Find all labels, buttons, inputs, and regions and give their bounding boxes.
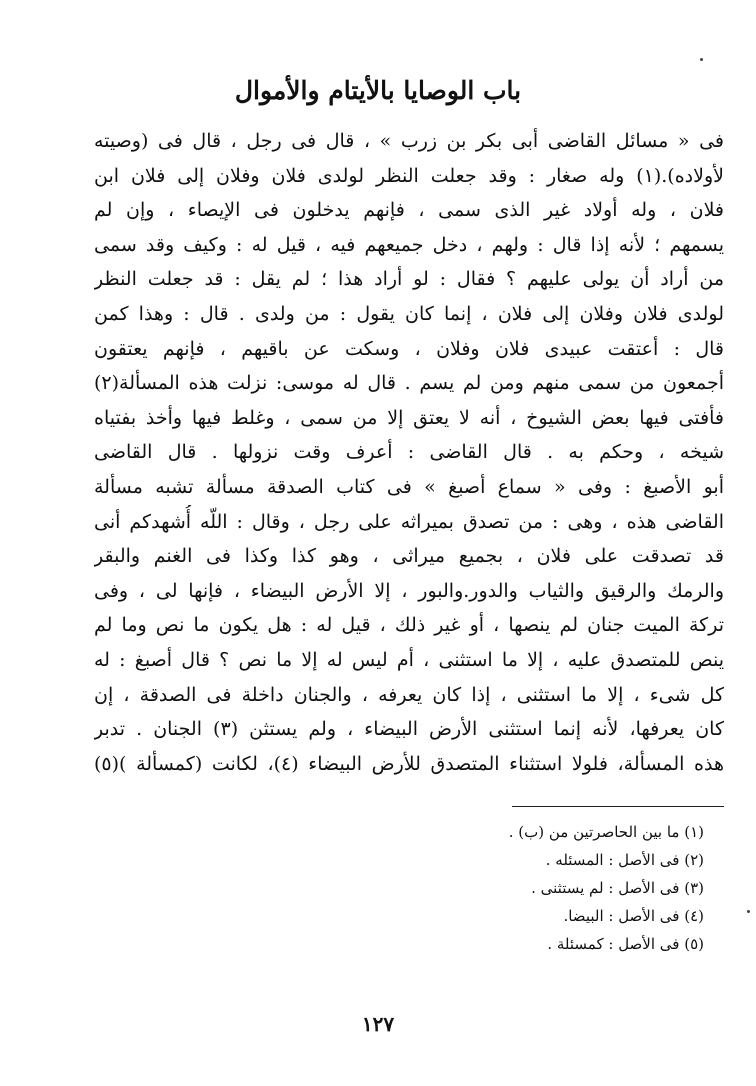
text-line: تركة الميت جنان لم ينصها ، أو غير ذلك ، قيل له : هل يكون ما نص وما لم xyxy=(94,614,724,637)
text-line: فلان ، وله أولاد غير الذى سمى ، فإنهم يدخلون فى الإيصاء ، وإن لم xyxy=(94,199,724,222)
footnote: (٢) فى الأصل : المسئله . xyxy=(545,851,704,869)
scan-speck xyxy=(747,910,750,913)
text-line: شيخه ، وحكم به . قال القاضى : أعرف وقت نزولها . قال القاضى xyxy=(94,441,724,464)
text-line: فأفتى فيها بعض الشيوخ ، أنه لا يعتق إلا من سمى ، وغلط فيها وأخذ بفتياه xyxy=(94,406,724,429)
text-line: من أراد أن يولى عليهم ؟ فقال : لو أراد هذا ؛ لم يقل : قد جعلت النظر xyxy=(94,268,724,291)
text-line: ينص للمتصدق عليه ، إلا ما استثنى ، أم ليس له إلا ما نص ؟ قال أصبغ : له xyxy=(94,648,724,671)
text-line: فى « مسائل القاضى أبى بكر بن زرب » ، قال فى رجل ، قال فى (وصيته xyxy=(94,130,724,152)
page-number: ١٢٧ xyxy=(361,1012,395,1036)
footnote-divider xyxy=(512,806,724,807)
text-line: قد تصدقت على فلان ، بجميع ميراثى ، وهو كذا وكذا فى الغنم والبقر xyxy=(94,545,724,568)
main-text xyxy=(94,124,724,781)
text-line: هذه المسألة، فلولا استثناء المتصدق للأرض البيضاء (٤)، لكانت (كمسألة )(٥) xyxy=(94,752,724,775)
footnote: (١) ما بين الحاصرتين من (ب) . xyxy=(508,823,704,841)
text-line: لأولاده).(١) وله صغار : وقد جعلت النظر لولدى فلان وفلان إلى فلان ابن xyxy=(94,164,724,187)
text-line: القاضى هذه ، وهى : من تصدق بميراثه على رجل ، وقال : اللّه أُشهدكم أنى xyxy=(94,510,724,533)
footnotes xyxy=(304,818,704,958)
text-line: يسمهم ؛ لأنه إذا قال : ولهم ، دخل جميعهم فيه ، قيل له : وكيف وقد سمى xyxy=(94,233,724,256)
text-line: قال : أعتقت عبيدى فلان وفلان ، وسكت عن باقيهم ، فإنهم يعتقون xyxy=(94,337,724,360)
chapter-title: باب الوصايا بالأيتام والأموال xyxy=(234,76,522,105)
text-line: كان يعرفها، لأنه إنما استثنى الأرض البيضاء ، ولم يستثن (٣) الجنان . تدبر xyxy=(94,718,724,741)
footnote: (٤) فى الأصل : البيضا. xyxy=(563,907,704,925)
scan-speck xyxy=(700,58,703,61)
footnote: (٣) فى الأصل : لم يستثنى . xyxy=(531,879,704,897)
text-line: أجمعون من سمى منهم ومن لم يسم . قال له موسى: نزلت هذه المسألة(٢) xyxy=(94,372,724,395)
text-line: أبو الأصبغ : وفى « سماع أصبغ » فى كتاب الصدقة مسألة تشبه مسألة xyxy=(94,475,724,498)
text-line: لولدى فلان وفلان إلى فلان ، إنما كان يقول : من ولدى . قال : وهذا كمن xyxy=(94,302,724,325)
text-line: والرمك والرقيق والثياب والدور.والبور ، إلا الأرض البيضاء ، فإنها لى ، وفى xyxy=(94,579,724,602)
footnote: (٥) فى الأصل : كمسئلة . xyxy=(547,935,704,953)
text-line: كل شىء ، إلا ما استثنى ، إذا كان يعرفه ، والجنان داخلة فى الصدقة ، إن xyxy=(94,683,724,706)
